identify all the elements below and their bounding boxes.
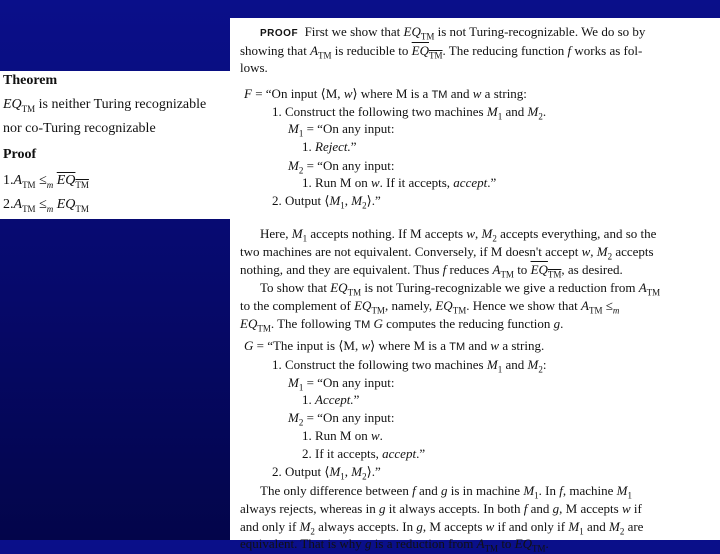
proof-line-10: 2. Output $⟨M_1$, $M_2⟩$.” <box>272 193 381 211</box>
proof-line-27: and only if $M_2$ always accepts. In g, M accepts w if and only if $M_1$ and $M_2$ are <box>240 519 644 537</box>
left-proof-heading: Proof <box>3 147 37 162</box>
proof-line-24: 2. Output $⟨M_1$, $M_2⟩$.” <box>272 464 381 482</box>
proof-line-20: 1. Accept.” <box>302 392 360 407</box>
proof-line-13: nothing, and they are equivalent. Thus f reduces $A_{TM}$ to $\overline{EQ}_{\overline{TM}}$, as desired. <box>240 262 623 280</box>
proof-line-14: To show that $EQ_{TM}$ is not Turing-recognizable we give a reduction from $A_{TM}$ <box>260 280 661 298</box>
proof-line-18: 1. Construct the following two machines $M_1$ and $M_2$: <box>272 357 547 375</box>
proof-line-8: $M_2$ = “On any input: <box>288 158 395 176</box>
proof-panel <box>230 18 720 554</box>
proof-line-28: equivalent. That is why g is a reduction from $A_{TM}$ to $EQ_{TM}$. <box>240 536 549 554</box>
proof-line-25: The only difference between f and g is in machine $M_1$. In f, machine $M_1$ <box>260 483 633 501</box>
proof-line-22: 1. Run M on w. <box>302 428 383 443</box>
left-step2: $2.A_{TM} \le_m$ $EQ_{TM}$ <box>3 197 89 214</box>
proof-line-6: $M_1$ = “On any input: <box>288 121 395 139</box>
proof-line-23: 2. If it accepts, accept.” <box>302 446 426 461</box>
proof-line-17: G = “The input is ⟨M, w⟩ where M is a TM and w a string. <box>244 338 545 353</box>
proof-line-15: to the complement of $EQ_{TM}$, namely, $EQ_{TM}$. Hence we show that $A_{TM} \le_m$ <box>240 298 620 316</box>
left-theorem-heading: Theorem <box>3 73 58 88</box>
proof-line-26: always rejects, whereas in g it always accepts. In both f and g, M accepts w if <box>240 501 642 516</box>
left-step1: $1.A_{TM} \le_m$ $\overline{EQ}_{\overline{TM}}$ <box>3 173 89 190</box>
proof-line-19: $M_1$ = “On any input: <box>288 375 395 393</box>
proof-line-16: $EQ_{TM}$. The following TM G computes the reducing function g. <box>240 316 564 334</box>
proof-line-21: $M_2$ = “On any input: <box>288 410 395 428</box>
proof-line-2: showing that $A_{TM}$ is reducible to $\overline{EQ}_{\overline{TM}}$. The reducing function f works as fol- <box>240 43 643 61</box>
proof-line-11: Here, $M_1$ accepts nothing. If M accepts w, $M_2$ accepts everything, and so the <box>260 226 657 244</box>
proof-line-12: two machines are not equivalent. Conversely, if M doesn't accept w, $M_2$ accepts <box>240 244 654 262</box>
proof-line-5: 1. Construct the following two machines $M_1$ and $M_2$. <box>272 104 547 122</box>
proof-line-9: 1. Run M on w. If it accepts, accept.” <box>302 175 497 190</box>
proof-line-3: lows. <box>240 60 268 75</box>
theorem-panel <box>0 71 238 219</box>
proof-line-1: PROOF First we show that $EQ_{TM}$ is not Turing-recognizable. We do so by <box>260 24 646 42</box>
left-theorem-line2: nor co-Turing recognizable <box>3 121 156 136</box>
left-theorem-line1: $EQ_{TM}$ is neither Turing recognizable <box>3 97 207 114</box>
proof-line-4: F = “On input ⟨M, w⟩ where M is a TM and w a string: <box>244 86 527 101</box>
proof-line-7: 1. Reject.” <box>302 139 357 154</box>
